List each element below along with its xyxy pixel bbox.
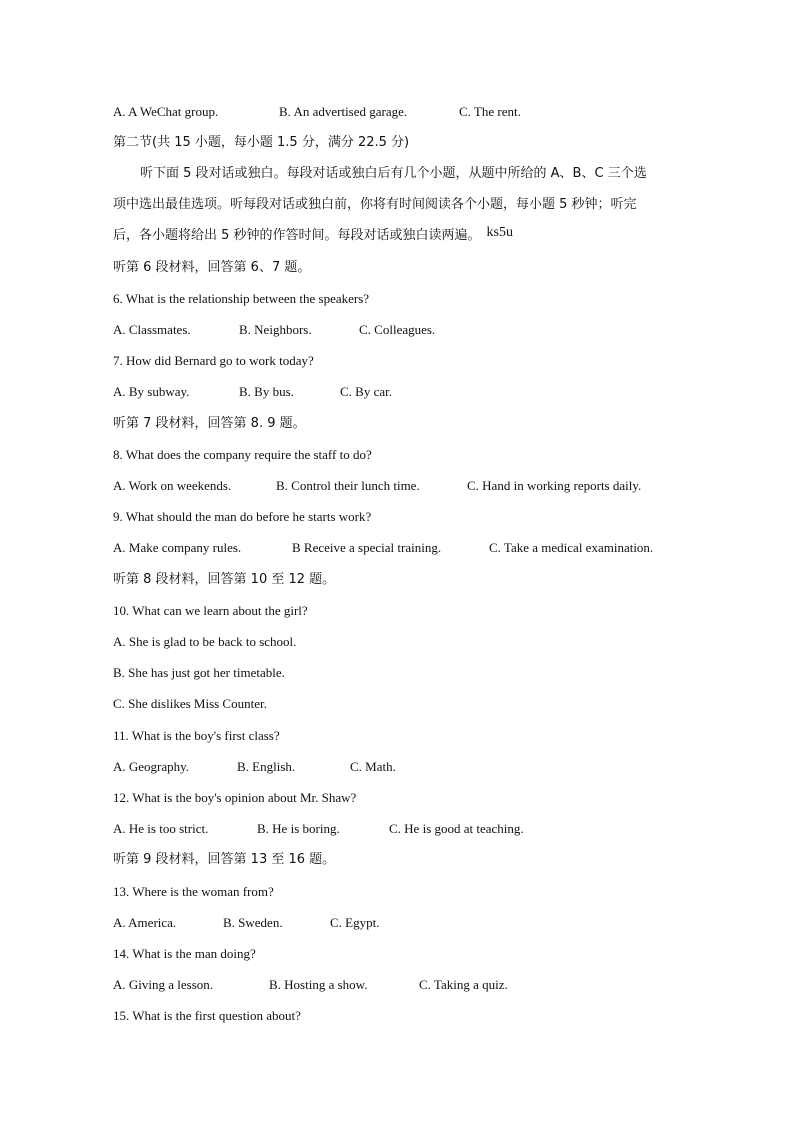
q10-stem: 10. What can we learn about the girl?: [113, 603, 308, 618]
q14-option-c: C. Taking a quiz.: [419, 977, 508, 992]
q13-option-b: B. Sweden.: [223, 915, 283, 930]
q8-option-b: B. Control their lunch time.: [276, 478, 420, 493]
q11-option-b: B. English.: [237, 759, 296, 774]
q7-option-a: A. By subway.: [113, 384, 190, 399]
q6-option-c: C. Colleagues.: [359, 322, 436, 337]
q6-option-a: A. Classmates.: [113, 322, 191, 337]
material6-heading: 听第 6 段材料，回答第 6、7 题。: [113, 260, 311, 275]
q8-stem: 8. What does the company require the staff to do?: [113, 447, 372, 462]
q11-option-c: C. Math.: [350, 759, 396, 774]
material9-heading: 听第 9 段材料，回答第 13 至 16 题。: [113, 852, 336, 867]
q12-option-b: B. He is boring.: [257, 821, 340, 836]
q7-stem: 7. How did Bernard go to work today?: [113, 353, 314, 368]
q5-option-a: A. A WeChat group.: [113, 104, 219, 119]
q10-option-a: A. She is glad to be back to school.: [113, 634, 297, 649]
q5-option-b: B. An advertised garage.: [279, 104, 408, 119]
q8-option-c: C. Hand in working reports daily.: [467, 478, 642, 493]
q10-option-c: C. She dislikes Miss Counter.: [113, 696, 267, 711]
instructions-line-1: 听下面 5 段对话或独白。每段对话或独白后有几个小题，从题中所给的 A、B、C 三个选: [140, 166, 647, 181]
q12-option-c: C. He is good at teaching.: [389, 821, 524, 836]
q12-option-a: A. He is too strict.: [113, 821, 209, 836]
q6-stem: 6. What is the relationship between the speakers?: [113, 291, 370, 306]
q9-option-c: C. Take a medical examination.: [489, 540, 654, 555]
q7-option-c: C. By car.: [340, 384, 392, 399]
q9-option-b: B Receive a special training.: [292, 540, 442, 555]
section2-heading: 第二节(共 15 小题，每小题 1.5 分，满分 22.5 分): [113, 135, 410, 150]
material7-heading: 听第 7 段材料，回答第 8. 9 题。: [113, 416, 306, 431]
q11-option-a: A. Geography.: [113, 759, 190, 774]
q13-option-a: A. America.: [113, 915, 177, 930]
instructions-line-3: 后，各小题将给出 5 秒钟的作答时间。每段对话或独白读两遍。: [113, 228, 481, 243]
q10-option-b: B. She has just got her timetable.: [113, 665, 285, 680]
q13-stem: 13. Where is the woman from?: [113, 884, 274, 899]
q14-stem: 14. What is the man doing?: [113, 946, 256, 961]
material8-heading: 听第 8 段材料，回答第 10 至 12 题。: [113, 572, 336, 587]
q14-option-b: B. Hosting a show.: [269, 977, 368, 992]
q14-option-a: A. Giving a lesson.: [113, 977, 214, 992]
q6-option-b: B. Neighbors.: [239, 322, 312, 337]
q9-option-a: A. Make company rules.: [113, 540, 242, 555]
q8-option-a: A. Work on weekends.: [113, 478, 232, 493]
instructions-line-2: 项中选出最佳选项。听每段对话或独白前，你将有时间阅读各个小题，每小题 5 秒钟；听完: [113, 197, 637, 212]
q5-option-c: C. The rent.: [459, 104, 521, 119]
q12-stem: 12. What is the boy's opinion about Mr. Shaw?: [113, 790, 357, 805]
q15-stem: 15. What is the first question about?: [113, 1008, 301, 1023]
q13-option-c: C. Egypt.: [330, 915, 380, 930]
q7-option-b: B. By bus.: [239, 384, 294, 399]
q9-stem: 9. What should the man do before he starts work?: [113, 509, 372, 524]
instructions-line-3-wrap: [113, 227, 513, 245]
watermark-ks5u: ks5u: [486, 225, 513, 240]
q11-stem: 11. What is the boy's first class?: [113, 728, 280, 743]
